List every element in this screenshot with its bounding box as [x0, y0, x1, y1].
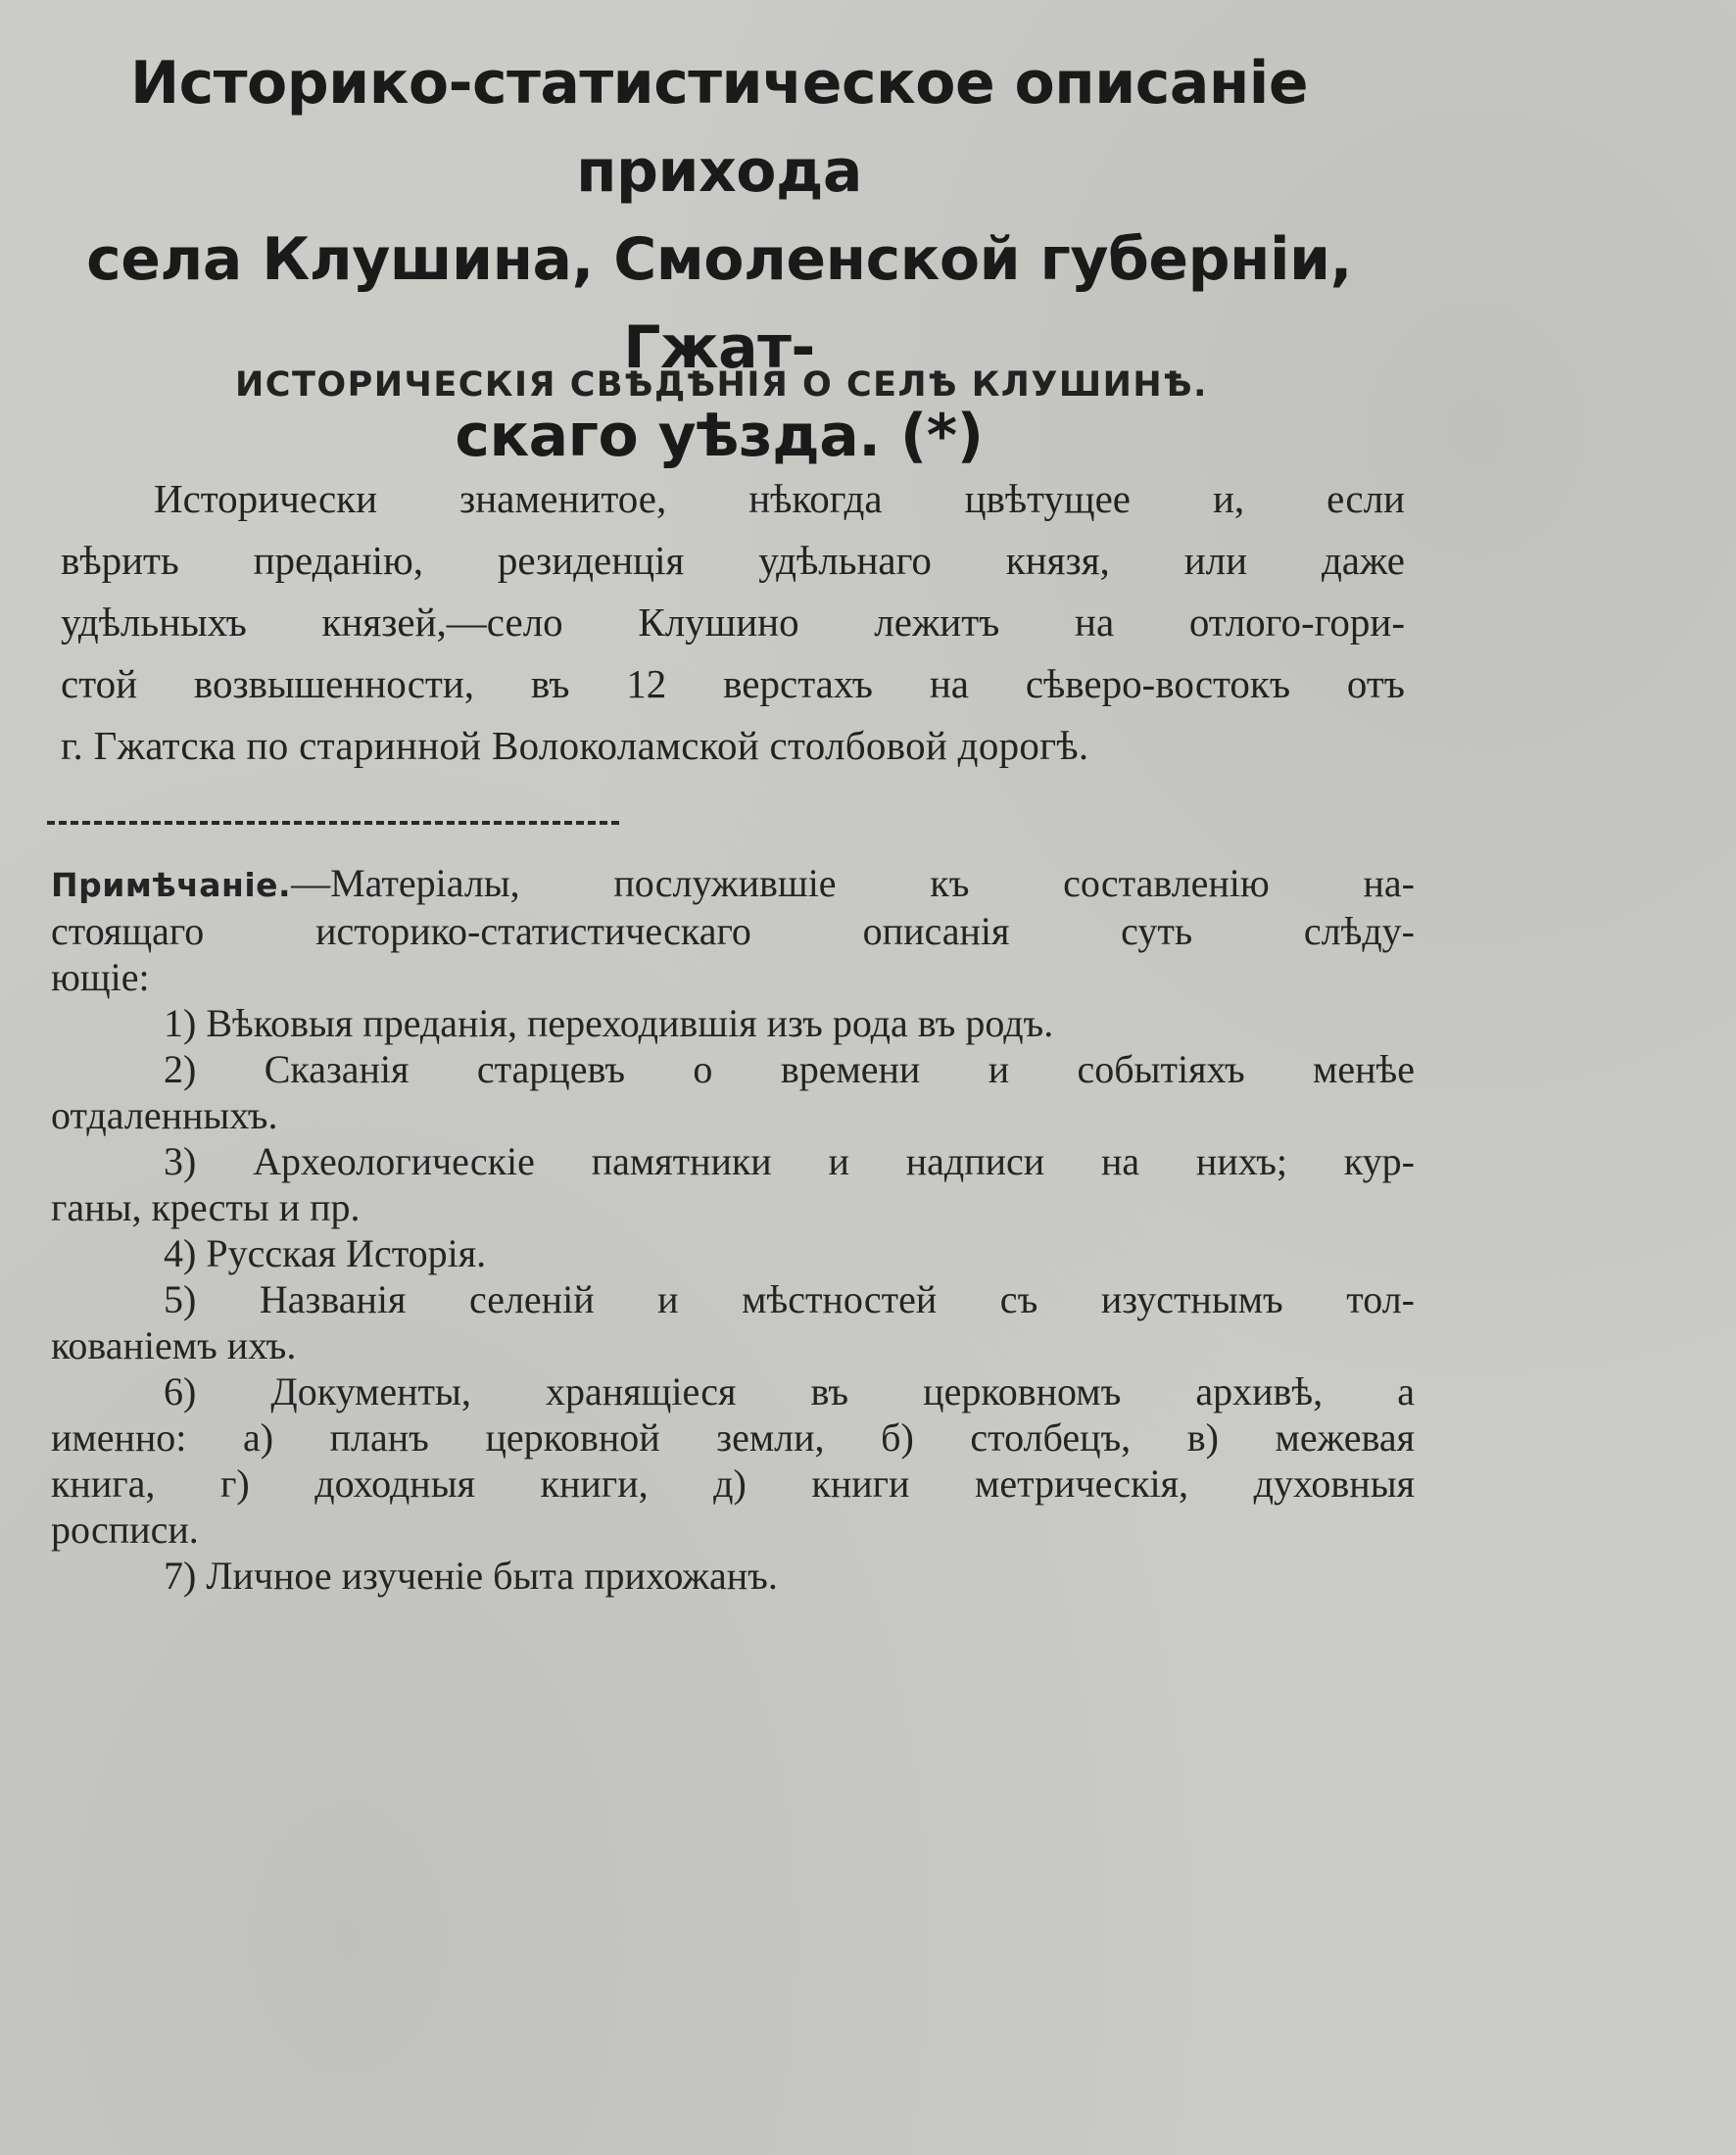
footnote — [51, 860, 1415, 1599]
footnote-list-item-cont: росписи. — [51, 1508, 199, 1552]
paragraph-line: вѣрить преданію, резиденція удѣльнаго князя, или даже — [61, 538, 1405, 583]
footnote-list-item-cont: именно: а) планъ церковной земли, б) столбецъ, в) межевая — [51, 1415, 1415, 1460]
footnote-list-item: 6) Документы, хранящіеся въ церковномъ архивѣ, а — [164, 1369, 1415, 1413]
footnote-intro-line — [51, 860, 1415, 908]
footnote-list-item-cont: отдаленныхъ. — [51, 1093, 278, 1137]
paragraph-line: Исторически знаменитое, нѣкогда цвѣтущее и, если — [154, 476, 1405, 521]
footnote-intro-text: —Матеріалы, послужившіе къ составленію на- — [291, 861, 1415, 905]
paragraph-line: г. Гжатска по старинной Волоколамской столбовой дорогѣ. — [61, 723, 1089, 768]
title-line-2: села Клушина, Смоленской губерніи, Гжат- — [86, 225, 1352, 382]
footnote-list-item: 4) Русская Исторія. — [164, 1231, 487, 1275]
footnote-list-item: 1) Вѣковыя преданія, переходившія изъ рода въ родъ. — [164, 1001, 1054, 1045]
footnote-intro-line: ющіе: — [51, 955, 150, 999]
intro-paragraph — [61, 468, 1405, 777]
paragraph-line: стой возвышенности, въ 12 верстахъ на сѣверо-востокъ отъ — [61, 661, 1405, 706]
section-heading: ИСТОРИЧЕСКІЯ СВѢДѢНІЯ О СЕЛѢ КЛУШИНѢ. — [235, 365, 1208, 405]
footnote-list-item-cont: ганы, кресты и пр. — [51, 1185, 361, 1229]
document-title — [14, 39, 1424, 480]
footnote-list-item-cont: кованіемъ ихъ. — [51, 1323, 297, 1367]
footnote-list-item: 7) Личное изученіе быта прихожанъ. — [164, 1554, 778, 1598]
footnote-label: Примѣчаніе. — [51, 866, 292, 904]
footnote-list-item: 2) Сказанія старцевъ о времени и событіяхъ менѣе — [164, 1047, 1415, 1091]
footnote-list-item-cont: книга, г) доходныя книги, д) книги метрическія, духовныя — [51, 1461, 1415, 1506]
footnote-divider — [47, 821, 619, 825]
footnote-list-item: 5) Названія селеній и мѣстностей съ изустнымъ тол- — [164, 1277, 1415, 1321]
title-line-1: Историко-статистическое описаніе прихода — [129, 49, 1309, 206]
footnote-intro-line: стоящаго историко-статистическаго описанія суть слѣду- — [51, 909, 1415, 953]
title-line-3: скаго уѣзда. (*) — [455, 402, 984, 470]
footnote-list-item: 3) Археологическіе памятники и надписи на нихъ; кур- — [164, 1139, 1415, 1183]
paragraph-line: удѣльныхъ князей,—село Клушино лежитъ на отлого-гори- — [61, 599, 1405, 645]
